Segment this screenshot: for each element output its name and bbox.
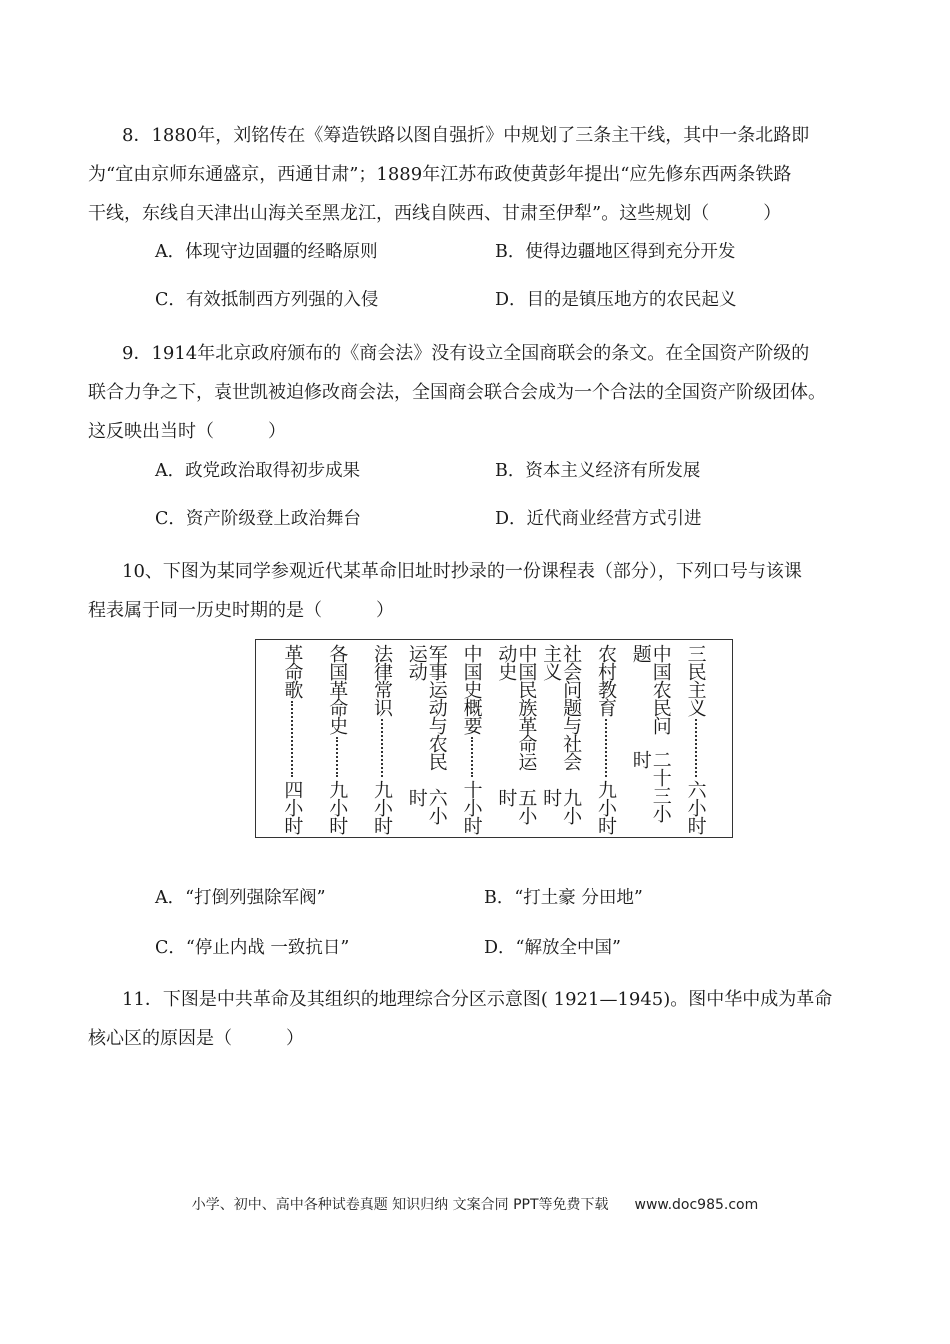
- schedule-column: [682, 644, 710, 834]
- stem-line: 11．下图是中共革命及其组织的地理综合分区示意图( 1921—1945)。图中华中成为革命: [122, 989, 833, 1010]
- schedule-subject: 军事运动与农民运动: [405, 644, 448, 770]
- q8-option-a[interactable]: A．体现守边固疆的经略原则: [155, 242, 378, 262]
- schedule-column: [540, 644, 583, 834]
- schedule-hours: 四小时: [281, 780, 304, 834]
- stem-line: 核心区的原因是（ ）: [88, 1028, 304, 1049]
- q8-option-c[interactable]: C．有效抵制西方列强的入侵: [155, 290, 379, 310]
- schedule-column: [278, 644, 306, 834]
- schedule-hours: 九小时: [594, 780, 617, 834]
- stem-line: 联合力争之下，袁世凯被迫修改商会法，全国商会联合会成为一个合法的全国资产阶级团体。: [88, 382, 826, 403]
- schedule-subject: 中国民族革命运动史: [495, 644, 538, 770]
- stem-line: 这反映出当时（ ）: [88, 421, 286, 442]
- schedule-hours: 二十三小时: [629, 750, 672, 823]
- leader-dots: [291, 701, 293, 777]
- stem-line: 9．1914年北京政府颁布的《商会法》没有设立全国商联会的条文。在全国资产阶级的: [122, 343, 810, 364]
- q9-option-c[interactable]: C．资产阶级登上政治舞台: [155, 509, 361, 529]
- leader-dots: [695, 719, 697, 777]
- stem-line: 8．1880年，刘铭传在《筹造铁路以图自强折》中规划了三条主干线，其中一条北路即: [122, 125, 810, 146]
- q8-option-d[interactable]: D．目的是镇压地方的农民起义: [495, 290, 737, 310]
- schedule-column: [629, 644, 672, 834]
- schedule-hours: 五小时: [495, 788, 538, 824]
- q10-option-b[interactable]: B．“打土豪 分田地”: [484, 888, 643, 908]
- q10-option-c[interactable]: C．“停止内战 一致抗日”: [155, 938, 350, 958]
- q10-option-a[interactable]: A．“打倒列强除军阀”: [155, 888, 326, 908]
- schedule-hours: 六小时: [405, 788, 448, 824]
- q9-option-b[interactable]: B．资本主义经济有所发展: [495, 461, 701, 481]
- question-8-stem: [88, 116, 868, 233]
- schedule-column: [592, 644, 620, 834]
- leader-dots: [605, 719, 607, 777]
- stem-line: 干线，东线自天津出山海关至黑龙江，西线自陕西、甘肃至伊犁”。这些规划（ ）: [88, 203, 782, 224]
- question-10-stem: [88, 552, 868, 630]
- schedule-subject: 中国史概要: [460, 644, 483, 734]
- schedule-hours: 六小时: [684, 780, 707, 834]
- footer-url-link[interactable]: www.doc985.com: [634, 1197, 759, 1213]
- schedule-subject: 革命歌: [281, 644, 304, 698]
- schedule-column: [323, 644, 351, 834]
- stem-line: 10、下图为某同学参观近代某革命旧址时抄录的一份课程表（部分），下列口号与该课: [122, 561, 802, 582]
- schedule-hours: 九小时: [540, 788, 583, 824]
- q9-option-a[interactable]: A．政党政治取得初步成果: [155, 461, 361, 481]
- page-footer: [0, 1194, 950, 1214]
- schedule-hours: 十小时: [460, 780, 483, 834]
- question-11-stem: [88, 980, 868, 1058]
- leader-dots: [336, 737, 338, 777]
- schedule-column: [368, 644, 396, 834]
- q10-option-d[interactable]: D．“解放全中国”: [484, 938, 621, 958]
- footer-text: 小学、初中、高中各种试卷真题 知识归纳 文案合同 PPT等免费下载: [191, 1197, 609, 1213]
- q9-option-d[interactable]: D．近代商业经营方式引进: [495, 509, 702, 529]
- schedule-subject: 三民主义: [684, 644, 707, 716]
- schedule-subject: 各国革命史: [326, 644, 349, 734]
- schedule-subject: 农村教育: [594, 644, 617, 716]
- stem-line: 为“宜由京师东通盛京，西通甘肃”；1889年江苏布政使黄彭年提出“应先修东西两条铁路: [88, 164, 792, 185]
- schedule-subject: 中国农民问题: [629, 644, 672, 734]
- schedule-column: [458, 644, 486, 834]
- schedule-hours: 九小时: [326, 780, 349, 834]
- question-9-stem: [88, 334, 868, 451]
- schedule-subject: 社会问题与社会主义: [540, 644, 583, 770]
- schedule-hours: 九小时: [370, 780, 393, 834]
- course-schedule-figure: [255, 639, 733, 838]
- leader-dots: [381, 719, 383, 777]
- q8-option-b[interactable]: B．使得边疆地区得到充分开发: [495, 242, 736, 262]
- schedule-column: [405, 644, 448, 834]
- schedule-column: [495, 644, 538, 834]
- schedule-subject: 法律常识: [370, 644, 393, 716]
- leader-dots: [471, 737, 473, 777]
- stem-line: 程表属于同一历史时期的是（ ）: [88, 600, 394, 621]
